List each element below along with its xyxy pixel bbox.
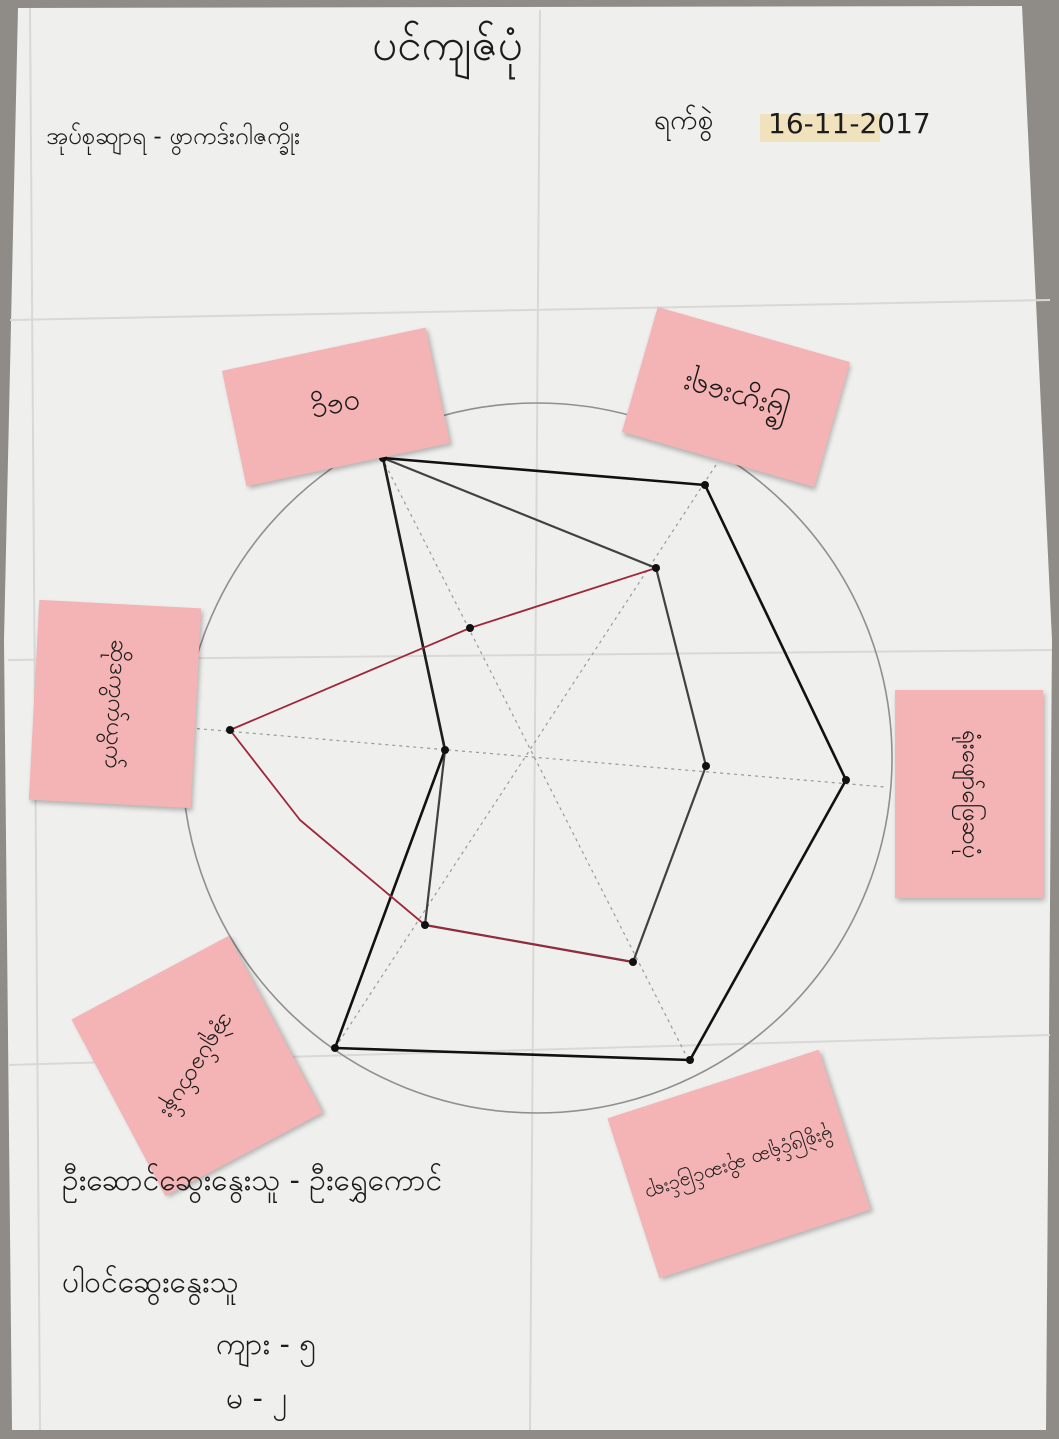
participants-line: ပါဝင်ဆွေးနွေးသူ [62, 1265, 239, 1300]
facilitator-label: အုပ်စုဆျာရ - ဖွာကဒ်းဂါဇက္ခိုး [46, 122, 301, 150]
sticky-note-label: မြီးပွားရေး [678, 367, 793, 431]
sticky-note-label: မိုးစွဲဖြင့်ရုံဆ ဆိုးဆင်ခြင်းရာ [642, 1124, 837, 1208]
sticky-note-label: အဲ့ရုပ်ခတ်ပန်း [155, 1009, 242, 1125]
date-label: ရက်စွဲ [654, 103, 714, 136]
sticky-note-label: ရုံးဖျော်ဖြေဆပုံ [956, 729, 985, 859]
sticky-note-left [29, 600, 201, 808]
female-count: မ - ၂ [226, 1381, 288, 1416]
sticky-note-right [895, 690, 1043, 898]
date-value: 16-11-2017 [768, 107, 931, 140]
sticky-note-label: ဝငွေ [308, 386, 365, 432]
male-count: ကျား - ၅ [216, 1327, 317, 1362]
poster-title: ပင်ကျဇ်ပုံ [372, 20, 523, 71]
sticky-note-label: ဆိုဒကွက်ယွက် [99, 638, 135, 770]
leader-line: ဦးဆောင်ဆွေးနွေးသူ - ဦးရွှေကောင် [62, 1163, 443, 1198]
